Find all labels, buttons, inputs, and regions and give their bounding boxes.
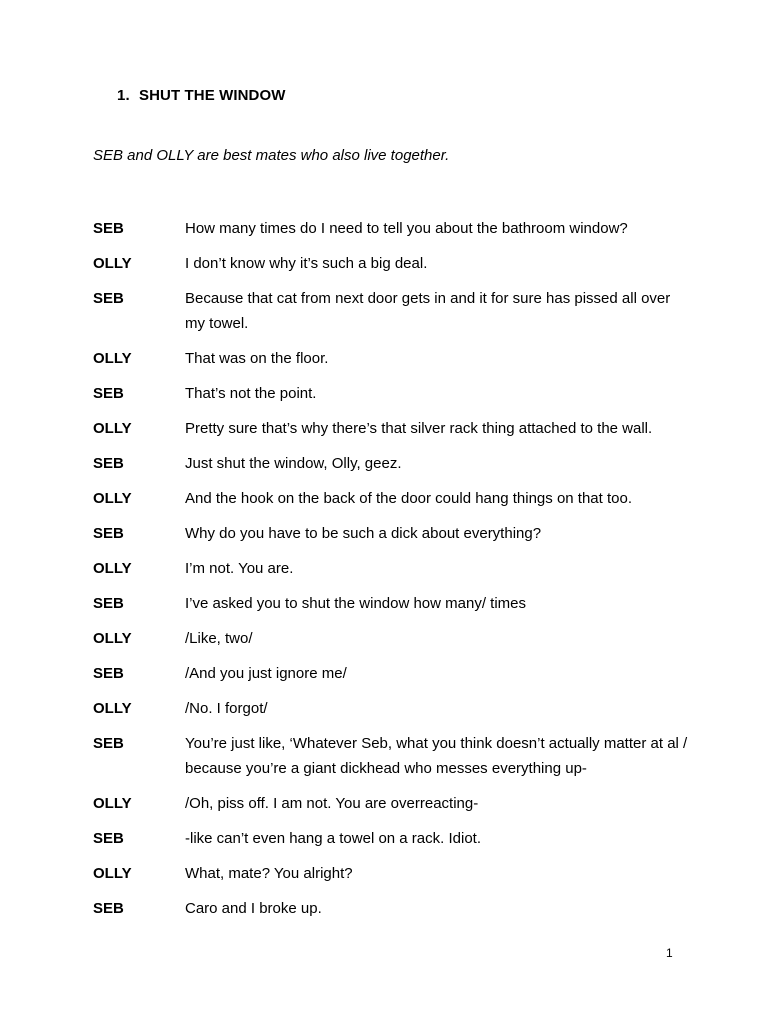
speaker-name: OLLY (93, 420, 132, 437)
speaker-name: SEB (93, 525, 124, 542)
dialogue-line (93, 486, 693, 511)
speaker-name: OLLY (93, 350, 132, 367)
dialogue-line (93, 591, 693, 616)
scene-number: 1. (117, 87, 130, 104)
speaker-name: SEB (93, 220, 124, 237)
speaker-name: OLLY (93, 255, 132, 272)
scene-heading (117, 87, 285, 104)
speaker-name: SEB (93, 455, 124, 472)
dialogue-line (93, 791, 693, 816)
dialogue-text: I’ve asked you to shut the window how many/ times (185, 595, 527, 612)
page-number: 1 (666, 946, 673, 960)
speaker-name: OLLY (93, 865, 132, 882)
dialogue-line (93, 521, 693, 546)
dialogue-text: You’re just like, ‘Whatever Seb, what you think doesn’t actually matter at al / because you’re a giant dickhead who messes everything up- (185, 735, 688, 777)
speaker-name: SEB (93, 830, 124, 847)
dialogue-line (93, 696, 693, 721)
dialogue-text: /Like, two/ (185, 630, 253, 647)
scene-title: SHUT THE WINDOW (139, 87, 286, 104)
speaker-name: OLLY (93, 700, 132, 717)
dialogue-line (93, 346, 693, 371)
dialogue-text: /Oh, piss off. I am not. You are overreacting- (185, 795, 479, 812)
dialogue-text: /And you just ignore me/ (185, 665, 347, 682)
dialogue-line (93, 861, 693, 886)
dialogue-text: /No. I forgot/ (185, 700, 268, 717)
speaker-name: SEB (93, 900, 124, 917)
speaker-name: OLLY (93, 795, 132, 812)
dialogue-line (93, 251, 693, 276)
dialogue-text: I don’t know why it’s such a big deal. (185, 255, 428, 272)
speaker-name: SEB (93, 290, 124, 307)
dialogue-text: Caro and I broke up. (185, 900, 322, 917)
speaker-name: OLLY (93, 490, 132, 507)
dialogue-text: And the hook on the back of the door could hang things on that too. (185, 490, 632, 507)
dialogue-line (93, 381, 693, 406)
dialogue-line (93, 626, 693, 651)
dialogue-line (93, 286, 693, 336)
dialogue-text: How many times do I need to tell you about the bathroom window? (185, 220, 628, 237)
dialogue-line (93, 451, 693, 476)
dialogue-text: Because that cat from next door gets in and it for sure has pissed all over my towel. (185, 290, 671, 332)
dialogue-text: That was on the floor. (185, 350, 329, 367)
dialogue-line (93, 556, 693, 581)
dialogue-text: Why do you have to be such a dick about everything? (185, 525, 542, 542)
speaker-name: SEB (93, 385, 124, 402)
dialogue-text: I’m not. You are. (185, 560, 294, 577)
dialogue-text: Pretty sure that’s why there’s that silver rack thing attached to the wall. (185, 420, 653, 437)
dialogue-text: That’s not the point. (185, 385, 317, 402)
dialogue-list (93, 216, 693, 931)
speaker-name: OLLY (93, 630, 132, 647)
dialogue-line (93, 661, 693, 686)
dialogue-line (93, 826, 693, 851)
dialogue-text: Just shut the window, Olly, geez. (185, 455, 402, 472)
dialogue-line (93, 416, 693, 441)
speaker-name: SEB (93, 595, 124, 612)
dialogue-line (93, 216, 693, 241)
speaker-name: OLLY (93, 560, 132, 577)
speaker-name: SEB (93, 735, 124, 752)
scene-intro: SEB and OLLY are best mates who also live together. (93, 147, 450, 164)
dialogue-line (93, 896, 693, 921)
speaker-name: SEB (93, 665, 124, 682)
dialogue-text: -like can’t even hang a towel on a rack. Idiot. (185, 830, 482, 847)
dialogue-text: What, mate? You alright? (185, 865, 353, 882)
dialogue-line (93, 731, 693, 781)
